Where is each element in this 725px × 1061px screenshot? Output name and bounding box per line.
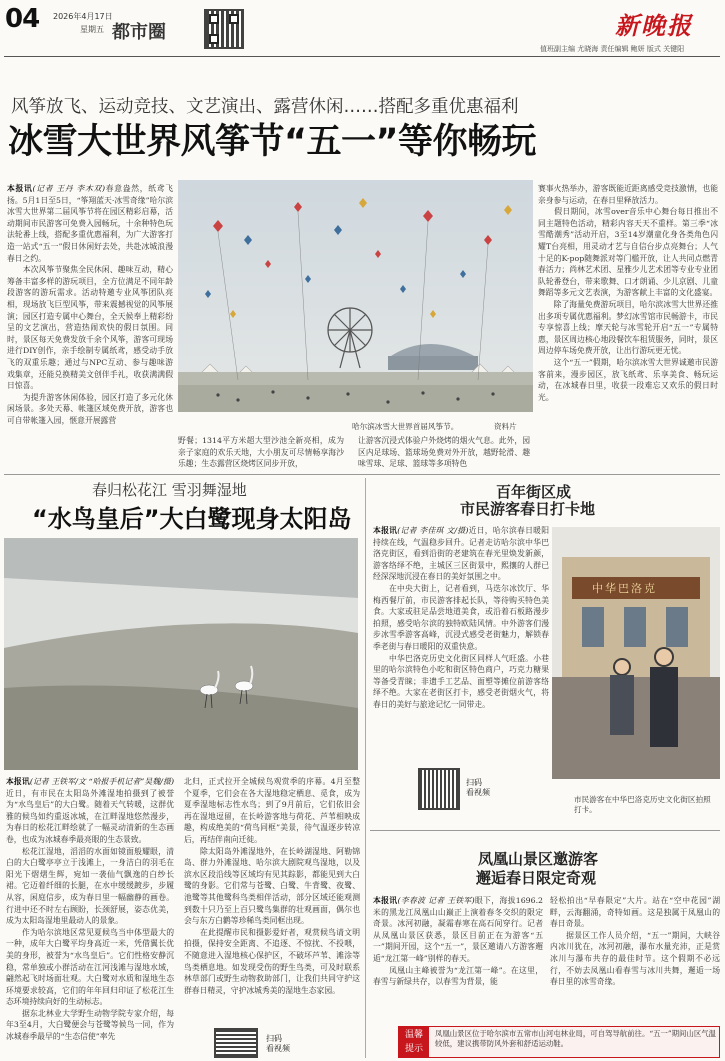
street-photo-caption: 市民游客在中华巴洛克历史文化街区拍照打卡。 bbox=[574, 795, 711, 814]
egret-qr-label: 扫码 看视频 bbox=[266, 1034, 290, 1053]
tip-label: 温馨 提示 bbox=[399, 1027, 429, 1057]
kite-photo-caption: 哈尔滨冰雪大世界首届风筝节。 bbox=[352, 422, 459, 431]
tip-box bbox=[398, 1026, 720, 1058]
egret-qr-code[interactable] bbox=[214, 1028, 258, 1058]
middle-divider bbox=[365, 478, 366, 1058]
street-qr-code[interactable] bbox=[418, 768, 460, 810]
issue-date: 2026年4月17日 bbox=[53, 12, 113, 21]
header-qr-code[interactable] bbox=[204, 9, 244, 49]
egret-headline: “水鸟皇后”大白鹭现身太阳岛 bbox=[32, 505, 352, 533]
street-illustration bbox=[552, 527, 720, 779]
lead-bottom-rule bbox=[4, 474, 720, 475]
street-text-1: 近日，哈尔滨春日暖阳持续在线，气温稳步回升。记者走访哈尔滨中华巴洛克街区，看到沿街的老建筑在春光里焕发新颜，游客络绎不绝，主城区三区街景中，熙攘的人群已经深深地沉浸在春日的美好氛围之中。 在中央大街上，记者看到，马迭尔冰饮厅、华梅西餐厅前，市民游客排起长队，等待购买特色美食。大家或驻足品尝地道美食，或沿着石板路漫步拍照，感受哈尔滨的独特欧陆风情。中外游客们漫步冰雪季游客高峰，沉浸式感受老街魅力，解锁春季老街与春日暖阳的双重快意。 中华巴洛克历史文化街区同样人气旺盛。小巷里的哈尔滨特色小吃和街区特色商户，巧克力糖果等备受青睐；非遗手工艺品、面塑等摊位前游客络绎不绝。大家在老街区打卡，感受老街烟火气，将春日的美好与旅途记忆一同带走。 bbox=[373, 526, 549, 709]
street-reporters: (记者 李佳琪 文/摄) bbox=[397, 526, 469, 535]
lead-byline: 本报讯 bbox=[7, 184, 33, 193]
lead-column-3-tail: 让游客沉浸式体验户外烧烤的烟火气息。此外，园区内足球场、篮球场免费对外开放，越野轮滑、趣味雪球、足球、篮球等多项特色 bbox=[358, 436, 530, 469]
egret-kicker: 春归松花江 雪羽舞湿地 bbox=[92, 481, 247, 499]
street-bottom-rule bbox=[370, 830, 720, 831]
egret-illustration bbox=[4, 538, 358, 770]
egret-byline: 本报讯 bbox=[6, 777, 30, 786]
header-rule bbox=[4, 56, 720, 57]
street-shop-sign: 中华巴洛克 bbox=[592, 582, 657, 595]
editor-credits: 值班副主编 尤晓海 责任编辑 鲍妍 版式 关键阳 bbox=[540, 45, 685, 53]
lead-headline: 冰雪大世界风筝节“五一”等你畅玩 bbox=[8, 122, 537, 162]
phoenix-column-2: 轻松拍出“早春限定”大片。站在“空中花园”湖畔，云海翻涌，奇特如画。这是独属于凤凰山的春日奇景。 据景区工作人员介绍，“五一”期间，大峡谷内冰川犹在，冰河初融，瀑布水量充沛，正是赏冰川与瀑布共存的最佳时节。这个假期不必远行，不妨去凤凰山看春雪与冰川共舞，邂逅一场春日里的冰雪奇缘。 bbox=[550, 896, 720, 987]
masthead bbox=[0, 0, 725, 58]
phoenix-reporters: (李春波 记者 王铁军) bbox=[397, 896, 475, 905]
street-column-1 bbox=[373, 525, 549, 767]
phoenix-byline: 本报讯 bbox=[373, 896, 398, 905]
street-qr-label: 扫码 看视频 bbox=[466, 778, 490, 797]
lead-text-1: 春意盎然，纸鸢飞扬。5月1日至5日，“筝翔蓝天·冰雪奇缘”哈尔滨冰雪大世界第二届风筝节将在园区精彩启幕，活动期间市民游客可免费入园畅玩，十余种特色玩法轮番上线，搭配多重优惠福利，为广大游客打造一站式“五一”假日休闲好去处，共赴冰城浪漫春日之约。 本次风筝节聚焦全民休闲、趣味互动，精心筹备丰富多样的游玩项目，全方位满足不同年龄段游客的游玩需求。活动特邀专业风筝团队亮相，现场放飞巨型风筝，带来震撼视觉的风筝展演；园区打造专属中心舞台，全天候奉上精彩纷呈的文艺演出，营造热闹欢快的假日氛围。同时，景区每天免费发放千余个风筝，游客可现场进行DIY创作，亲手绘制专属纸鸢，感受动手放飞的双重乐趣；通过与NPC互动、参与趣味游戏集章，还能兑换精美文创伴手礼，收获满满假日惊喜。 为提升游客休闲体验，园区打造了多元化休闲场景。多处天幕、帐篷区域免费开放，游客也可自带帐篷入园，惬意开展露营 bbox=[7, 184, 173, 425]
egret-photo bbox=[4, 538, 358, 770]
kite-photo-credit: 资料片 bbox=[494, 422, 517, 431]
kite-festival-illustration bbox=[178, 180, 533, 412]
street-photo bbox=[552, 527, 720, 779]
lead-reporters: (记者 王丹 李木双) bbox=[32, 184, 106, 193]
page-number: 04 bbox=[5, 4, 40, 34]
lead-column-4: 赛事火热举办，游客既能近距离感受竞技激情，也能亲身参与运动，在春日里释放活力。 假日期间，冰雪over音乐中心舞台每日推出不同主题特色活动，精彩内容天天不重样。第三季“冰雪酷潮秀”活动开启，3至14岁潮童化身各类角色闪耀T台亮相，用灵动才艺与自信台步点亮舞台；人气十足的K-pop随舞派对等门槛开放，让人共同点燃青春活力；尚林艺术团、星雅少儿艺术团等专业专业团队轮番登台，带来歌舞、口才朗诵、少儿京剧、儿童舞蹈等多元文艺表演，为游客献上丰富的文化盛宴。 除了海量免费游玩项目，哈尔滨冰雪大世界还推出多项专属优惠福利。梦幻冰雪馆市民畅游卡，市民专享惊喜上线；摩天轮与冰雪轮开启“五一”专属特惠，景区周边核心地段餐饮车租赁服务，同时，景区周边停车场免费开放，让出行游玩更无忧。 这个“五一”假期，哈尔滨冰雪大世界诚邀市民游客前来，漫步园区，放飞纸鸢、乐享美食、畅玩运动，在冰城春日里，收获一段难忘又欢乐的假日时光。 bbox=[538, 184, 718, 402]
tip-text: 凤凰山景区位于哈尔滨市五常市山河屯林业局，可自驾导航前往。“五一”期间山区气温较低，建议携带防风外套和舒适运动鞋。 bbox=[435, 1029, 717, 1048]
lead-column-1 bbox=[7, 183, 173, 438]
egret-column-2: 北归，正式拉开全城候鸟观赏季的序幕。4月至整个夏季，它们会在各大湿地稳定栖息、觅食，成为夏季湿地标志性水鸟；到了9月前后，它们依旧会再在湿地逗留，在长岭游客地与荷花、芦苇相映成趣，构成绝美的“荷鸟同框”美景，待气温逐步转凉后，再结伴南向迁徙。 除太阳岛外滩湿地外，在长岭湖湿地、阿勒锦岛、群力外滩湿地、哈尔滨大剧院观鸟湿地，以及滨水区段沿线等区域均有见其踪影，都能见到大白鹭的身影。它们常与苍鹭、白鹭、牛背鹭、夜鹭、池鹭等其他鹭科鸟类相伴活动，部分区域还能观测到数十只乃至上百只鹭鸟集群的壮观画面，偶尔也会与东方白鹳等珍稀鸟类同框出现。 在此提醒市民和摄影爱好者，观赏候鸟请文明拍摄，保持安全距离、不追逐、不惊扰、不投喂，不随意进入湿地核心保护区，不破坏芦苇、滩涂等鸟类栖息地。如发现受伤的野生鸟类，可及时联系林草部门或野生动物救助部门，让我们共同守护这群春日精灵，守护冰城秀美的湿地生态家园。 bbox=[184, 777, 360, 995]
phoenix-text-1: 眼下，海拔1696.2米的黑龙江凤凰山山巅正上演着春冬交织的限定奇景。冰河初融，凝霜春寒在高石间穿行。记者从凤凰山景区获悉，景区目前正在为游客“五一”期间开园，这个“五一”，景区邀请八方游客邂逅“龙江第一峰”别样的春天。 凤凰山主峰被誉为“龙江第一峰”。在这里，春雪与新绿共存，以春雪为背景，能 bbox=[373, 896, 543, 987]
street-headline-line-2: 市民游客春日打卡地 bbox=[460, 500, 596, 518]
brand-logo: 新晚报 bbox=[615, 11, 693, 40]
phoenix-column-1 bbox=[373, 895, 543, 1019]
phoenix-headline-line-1: 凤凰山景区邀游客 bbox=[478, 850, 599, 868]
kite-festival-photo bbox=[178, 180, 533, 412]
lead-column-2-tail: 野餐；1314平方米超大型沙池全新亮相，成为亲子家庭的欢乐天地，大小朋友可尽情畅享海沙乐趣；生态露营区烧烤区同步开放， bbox=[178, 436, 344, 469]
issue-weekday: 星期五 bbox=[80, 25, 104, 34]
street-headline-line-1: 百年街区成 bbox=[496, 483, 572, 501]
phoenix-headline-line-2: 邂逅春日限定奇观 bbox=[476, 869, 597, 887]
egret-reporters: (记者 王铁军/文 “哈报手机记者”吴魏/摄) bbox=[29, 777, 174, 786]
egret-text-1: 近日，有市民在太阳岛外滩湿地拍摄到了被誉为“水鸟皇后”的大白鹭。随着天气转暖，这群优雅的候鸟如约重返冰城，在江畔湿地悠然漫步，为春日的松花江畔绘就了一幅灵动清新的生态画卷，也成为冰城春季最亮眼的生态景致。 松花江湿地，滔滔的水面如镜面般耀眼，清白的大白鹭亭亭立于浅滩上，一身洁白的羽毛在阳光下熠熠生辉，宛如一袭仙气飘逸的白纱长裙。它迈着纤细的长腿，在水中缓缓踱步，步履从容，闲庭信步，成为春日里一幅幽静的画卷。行进中还不时左右顾盼，长颈舒展，姿态优美，成为太阳岛湿地里最动人的景象。 作为哈尔滨地区常见夏候鸟当中体型最大的一种，成年大白鹭平均身高近一米，凭借翼长优美的身形，被誉为“水鸟皇后”。它们性格安静沉稳，常单独或小群活动在江河浅滩与湿地水域，翩然起飞时场面壮观。大白鹭对水质和湿地生态环境要求较高，它们的年年回归印证了松花江生态环境持续向好的生动标志。 据东北林业大学野生动物学院专家介绍，每年3至4月，大白鹭便会与苍鹭等候鸟一同，作为冰城春季最早的“生态信使”率先 bbox=[6, 788, 174, 1042]
egret-column-1 bbox=[6, 776, 174, 1058]
lead-kicker: 风筝放飞、运动竞技、文艺演出、露营休闲……搭配多重优惠福利 bbox=[11, 97, 519, 117]
section-name: 都市圈 bbox=[112, 22, 166, 43]
street-byline: 本报讯 bbox=[373, 526, 398, 535]
